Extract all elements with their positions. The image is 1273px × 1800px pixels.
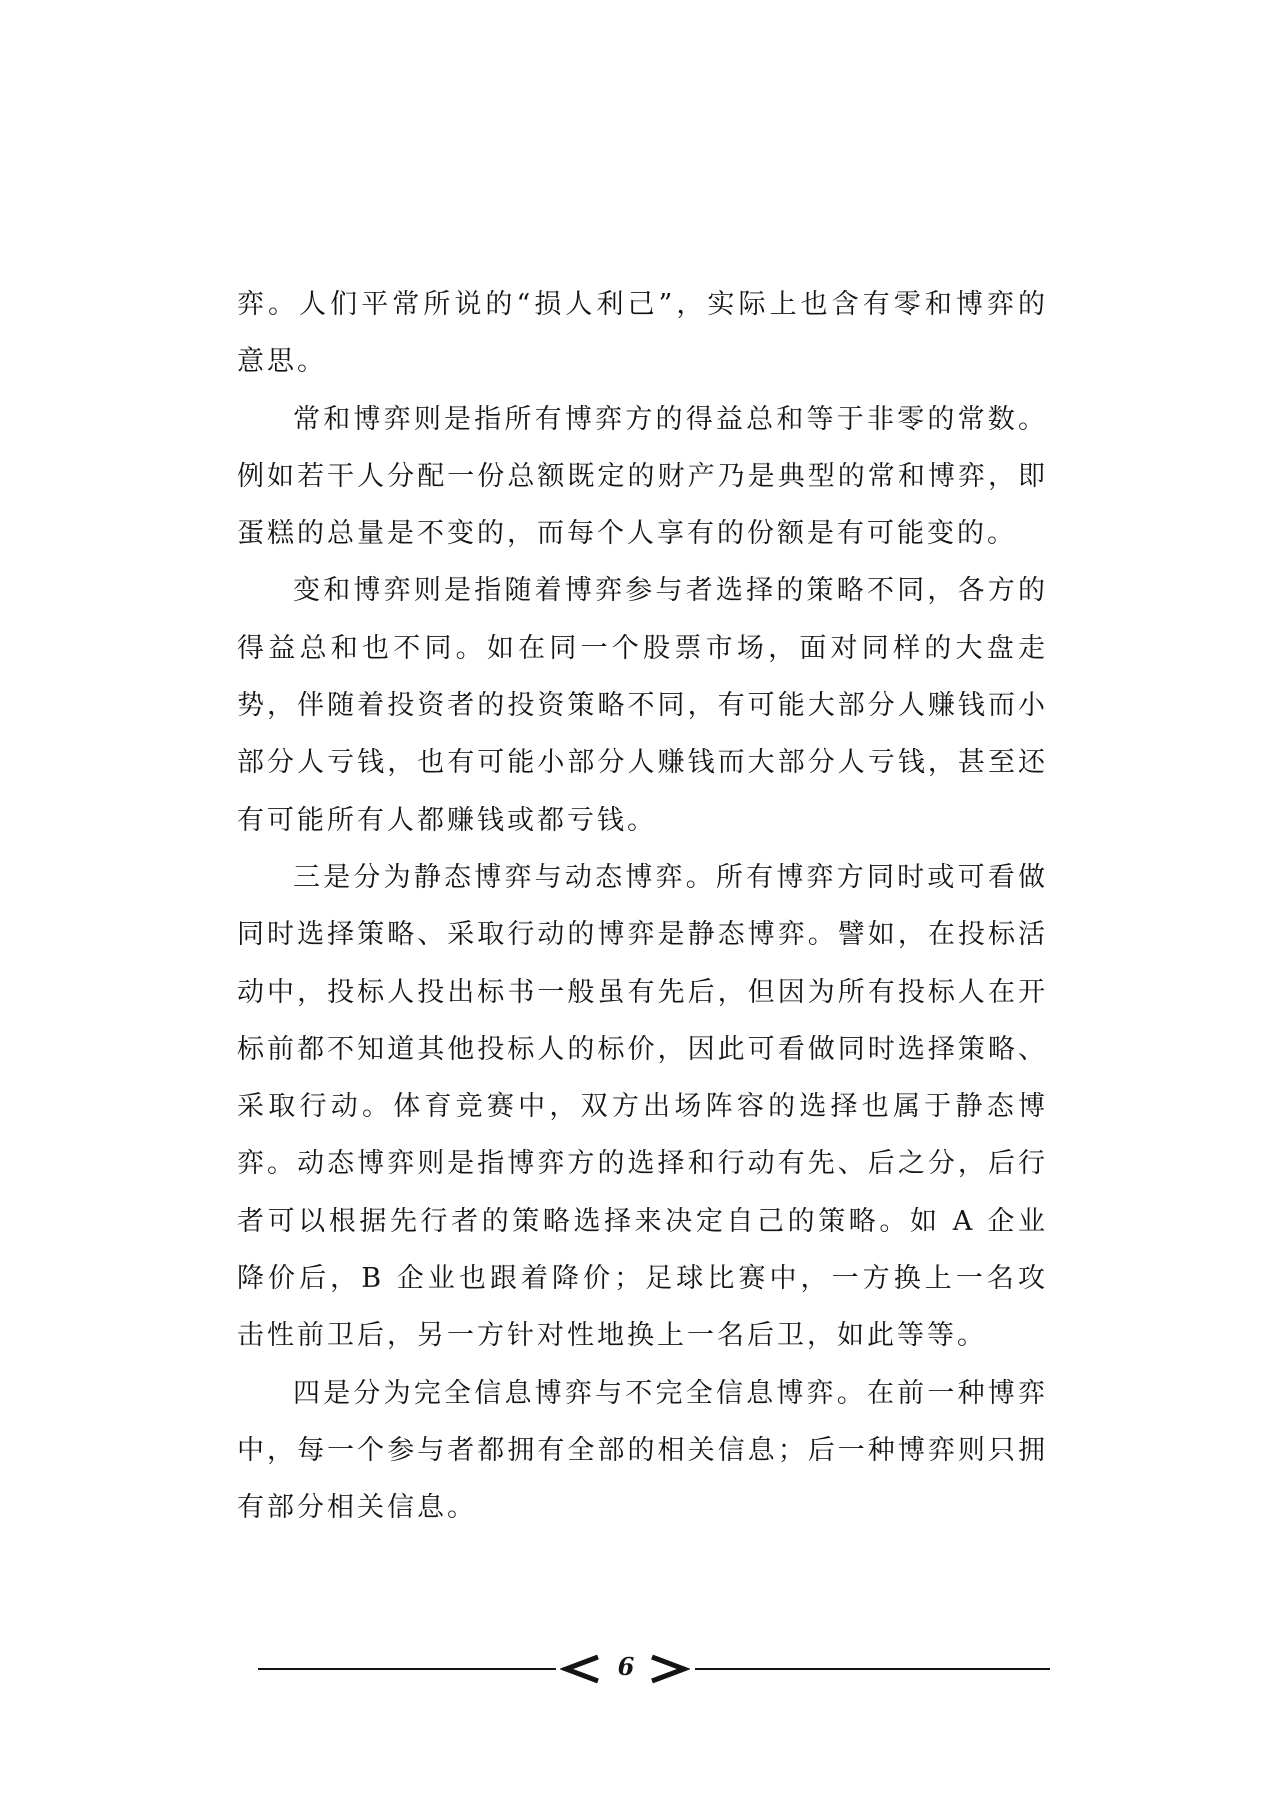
chevron-right-icon — [650, 1653, 690, 1685]
page-number: 6 — [617, 1652, 635, 1681]
paragraph-variable-sum-game: 变和博弈则是指随着博弈参与者选择的策略不同，各方的得益总和也不同。如在同一个股票市场，面对同样的大盘走势，伴随着投资者的投资策略不同，有可能大部分人赚钱而小部分人亏钱，也有可能小部分人赚钱而大部分人亏钱，甚至还有可能所有人都赚钱或都亏钱。 — [237, 575, 1048, 836]
paragraph-static-dynamic-game: 三是分为静态博弈与动态博弈。所有博弈方同时或可看做同时选择策略、采取行动的博弈是静态博弈。譬如，在投标活动中，投标人投出标书一般虽有先后，但因为所有投标人在开标前都不知道其他投标人的标价，因此可看做同时选择策略、采取行动。体育竞赛中，双方出场阵容的选择也属于静态博弈。动态博弈则是指博弈方的选择和行动有先、后之分，后行者可以根据先行者的策略选择来决定自己的策略。如 A 企业降价后，B 企业也跟着降价；足球比赛中，一方换上一名攻击性前卫后，另一方针对性地换上一名后卫，如此等等。 — [237, 861, 1048, 1352]
paragraph-continuation: 弈。人们平常所说的“损人利己”，实际上也含有零和博弈的意思。 — [237, 289, 1048, 378]
page-footer — [258, 1653, 1050, 1685]
footer-rule-left — [258, 1668, 556, 1670]
body-text — [237, 276, 1048, 1537]
paragraph-information-game: 四是分为完全信息博弈与不完全信息博弈。在前一种博弈中，每一个参与者都拥有全部的相关信息；后一种博弈则只拥有部分相关信息。 — [237, 1377, 1048, 1524]
footer-rule-right — [695, 1668, 1050, 1670]
chevron-left-icon — [560, 1653, 600, 1685]
paragraph-constant-sum-game: 常和博弈则是指所有博弈方的得益总和等于非零的常数。例如若干人分配一份总额既定的财产乃是典型的常和博弈，即蛋糕的总量是不变的，而每个人享有的份额是有可能变的。 — [237, 403, 1048, 550]
